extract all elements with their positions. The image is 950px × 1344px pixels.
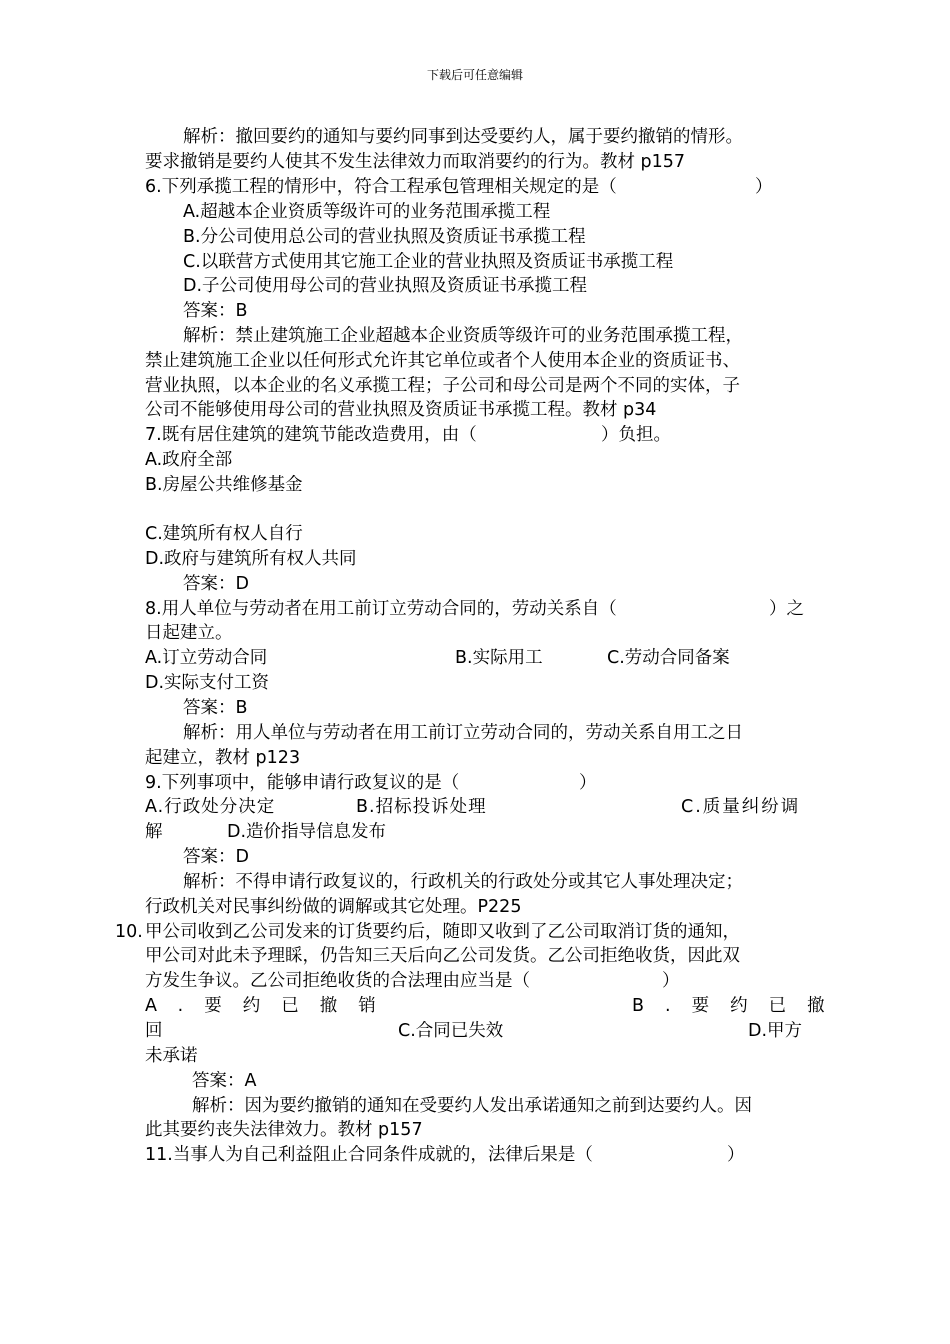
- option-d: D.政府与建筑所有权人共同: [145, 549, 357, 569]
- question-10-bracket: ）: [662, 971, 680, 991]
- question-8-cont: 日起建立。: [145, 623, 233, 643]
- question-10: 甲公司收到乙公司发来的订货要约后，随即又收到了乙公司取消订货的通知，: [145, 922, 740, 942]
- option-a: A.要约已撤销: [145, 996, 397, 1016]
- question-9-bracket: ）: [579, 773, 597, 793]
- page-header: 下载后可任意编辑: [426, 68, 523, 82]
- option-d-cont: 未承诺: [145, 1046, 198, 1066]
- analysis-text: 解析：因为要约撤销的通知在受要约人发出承诺通知之前到达要约人。因: [192, 1096, 752, 1116]
- question-11: 11.当事人为自己利益阻止合同条件成就的，法律后果是（: [145, 1145, 593, 1165]
- question-6: 6.下列承揽工程的情形中，符合工程承包管理相关规定的是（: [145, 177, 617, 197]
- option-d: D.甲方: [748, 1021, 803, 1041]
- analysis-text: 解析：不得申请行政复议的，行政机关的行政处分或其它人事处理决定；: [183, 872, 743, 892]
- analysis-text: 解析：撤回要约的通知与要约同事到达受要约人，属于要约撤销的情形。: [183, 127, 743, 147]
- analysis-text: 解析：用人单位与劳动者在用工前订立劳动合同的，劳动关系自用工之日: [183, 723, 743, 743]
- option-d: D.子公司使用母公司的营业执照及资质证书承揽工程: [183, 276, 588, 296]
- answer: 答案：B: [183, 301, 248, 321]
- answer: 答案：D: [183, 847, 249, 867]
- option-a: A.政府全部: [145, 450, 233, 470]
- question-8-tail: ）之: [769, 599, 804, 619]
- option-c: C.合同已失效: [398, 1021, 504, 1041]
- analysis-text: 解析：禁止建筑施工企业超越本企业资质等级许可的业务范围承揽工程，: [183, 326, 743, 346]
- option-c: C.质量纠纷调: [681, 797, 801, 817]
- option-b: B.实际用工: [455, 648, 543, 668]
- option-b: B.分公司使用总公司的营业执照及资质证书承揽工程: [183, 227, 586, 247]
- analysis-text: 此其要约丧失法律效力。教材 p157: [145, 1120, 423, 1140]
- option-d: D.实际支付工资: [145, 673, 270, 693]
- question-7-tail: ）负担。: [601, 425, 671, 445]
- option-b: B.招标投诉处理: [356, 797, 487, 817]
- answer: 答案：A: [192, 1071, 257, 1091]
- option-d: D.造价指导信息发布: [227, 822, 387, 842]
- analysis-text: 要求撤销是要约人使其不发生法律效力而取消要约的行为。教材 p157: [145, 152, 686, 172]
- option-b: B.房屋公共维修基金: [145, 475, 303, 495]
- analysis-text: 禁止建筑施工企业以任何形式允许其它单位或者个人使用本企业的资质证书、: [145, 351, 740, 371]
- question-11-bracket: ）: [727, 1145, 745, 1165]
- option-c: C.建筑所有权人自行: [145, 524, 303, 544]
- question-10-number: 10.: [115, 922, 143, 942]
- analysis-text: 公司不能够使用母公司的营业执照及资质证书承揽工程。教材 p34: [145, 400, 657, 420]
- question-9: 9.下列事项中，能够申请行政复议的是（: [145, 773, 460, 793]
- question-6-bracket: ）: [755, 177, 773, 197]
- analysis-text: 行政机关对民事纠纷做的调解或其它处理。P225: [145, 897, 522, 917]
- question-10-cont: 方发生争议。乙公司拒绝收货的合法理由应当是（: [145, 971, 530, 991]
- question-8: 8.用人单位与劳动者在用工前订立劳动合同的，劳动关系自（: [145, 599, 617, 619]
- answer: 答案：D: [183, 574, 249, 594]
- option-b-cont: 回: [145, 1021, 163, 1041]
- option-c: C.以联营方式使用其它施工企业的营业执照及资质证书承揽工程: [183, 252, 674, 272]
- answer: 答案：B: [183, 698, 248, 718]
- question-7: 7.既有居住建筑的建筑节能改造费用，由（: [145, 425, 477, 445]
- option-c-cont: 解: [145, 822, 163, 842]
- option-c: C.劳动合同备案: [607, 648, 730, 668]
- question-10-cont: 甲公司对此未予理睬，仍告知三天后向乙公司发货。乙公司拒绝收货，因此双: [145, 946, 740, 966]
- option-a: A.行政处分决定: [145, 797, 276, 817]
- option-a: A.订立劳动合同: [145, 648, 268, 668]
- analysis-text: 营业执照，以本企业的名义承揽工程；子公司和母公司是两个不同的实体，子: [145, 376, 740, 396]
- option-a: A.超越本企业资质等级许可的业务范围承揽工程: [183, 202, 551, 222]
- analysis-text: 起建立，教材 p123: [145, 748, 301, 768]
- option-b: B.要约已撤: [632, 996, 846, 1016]
